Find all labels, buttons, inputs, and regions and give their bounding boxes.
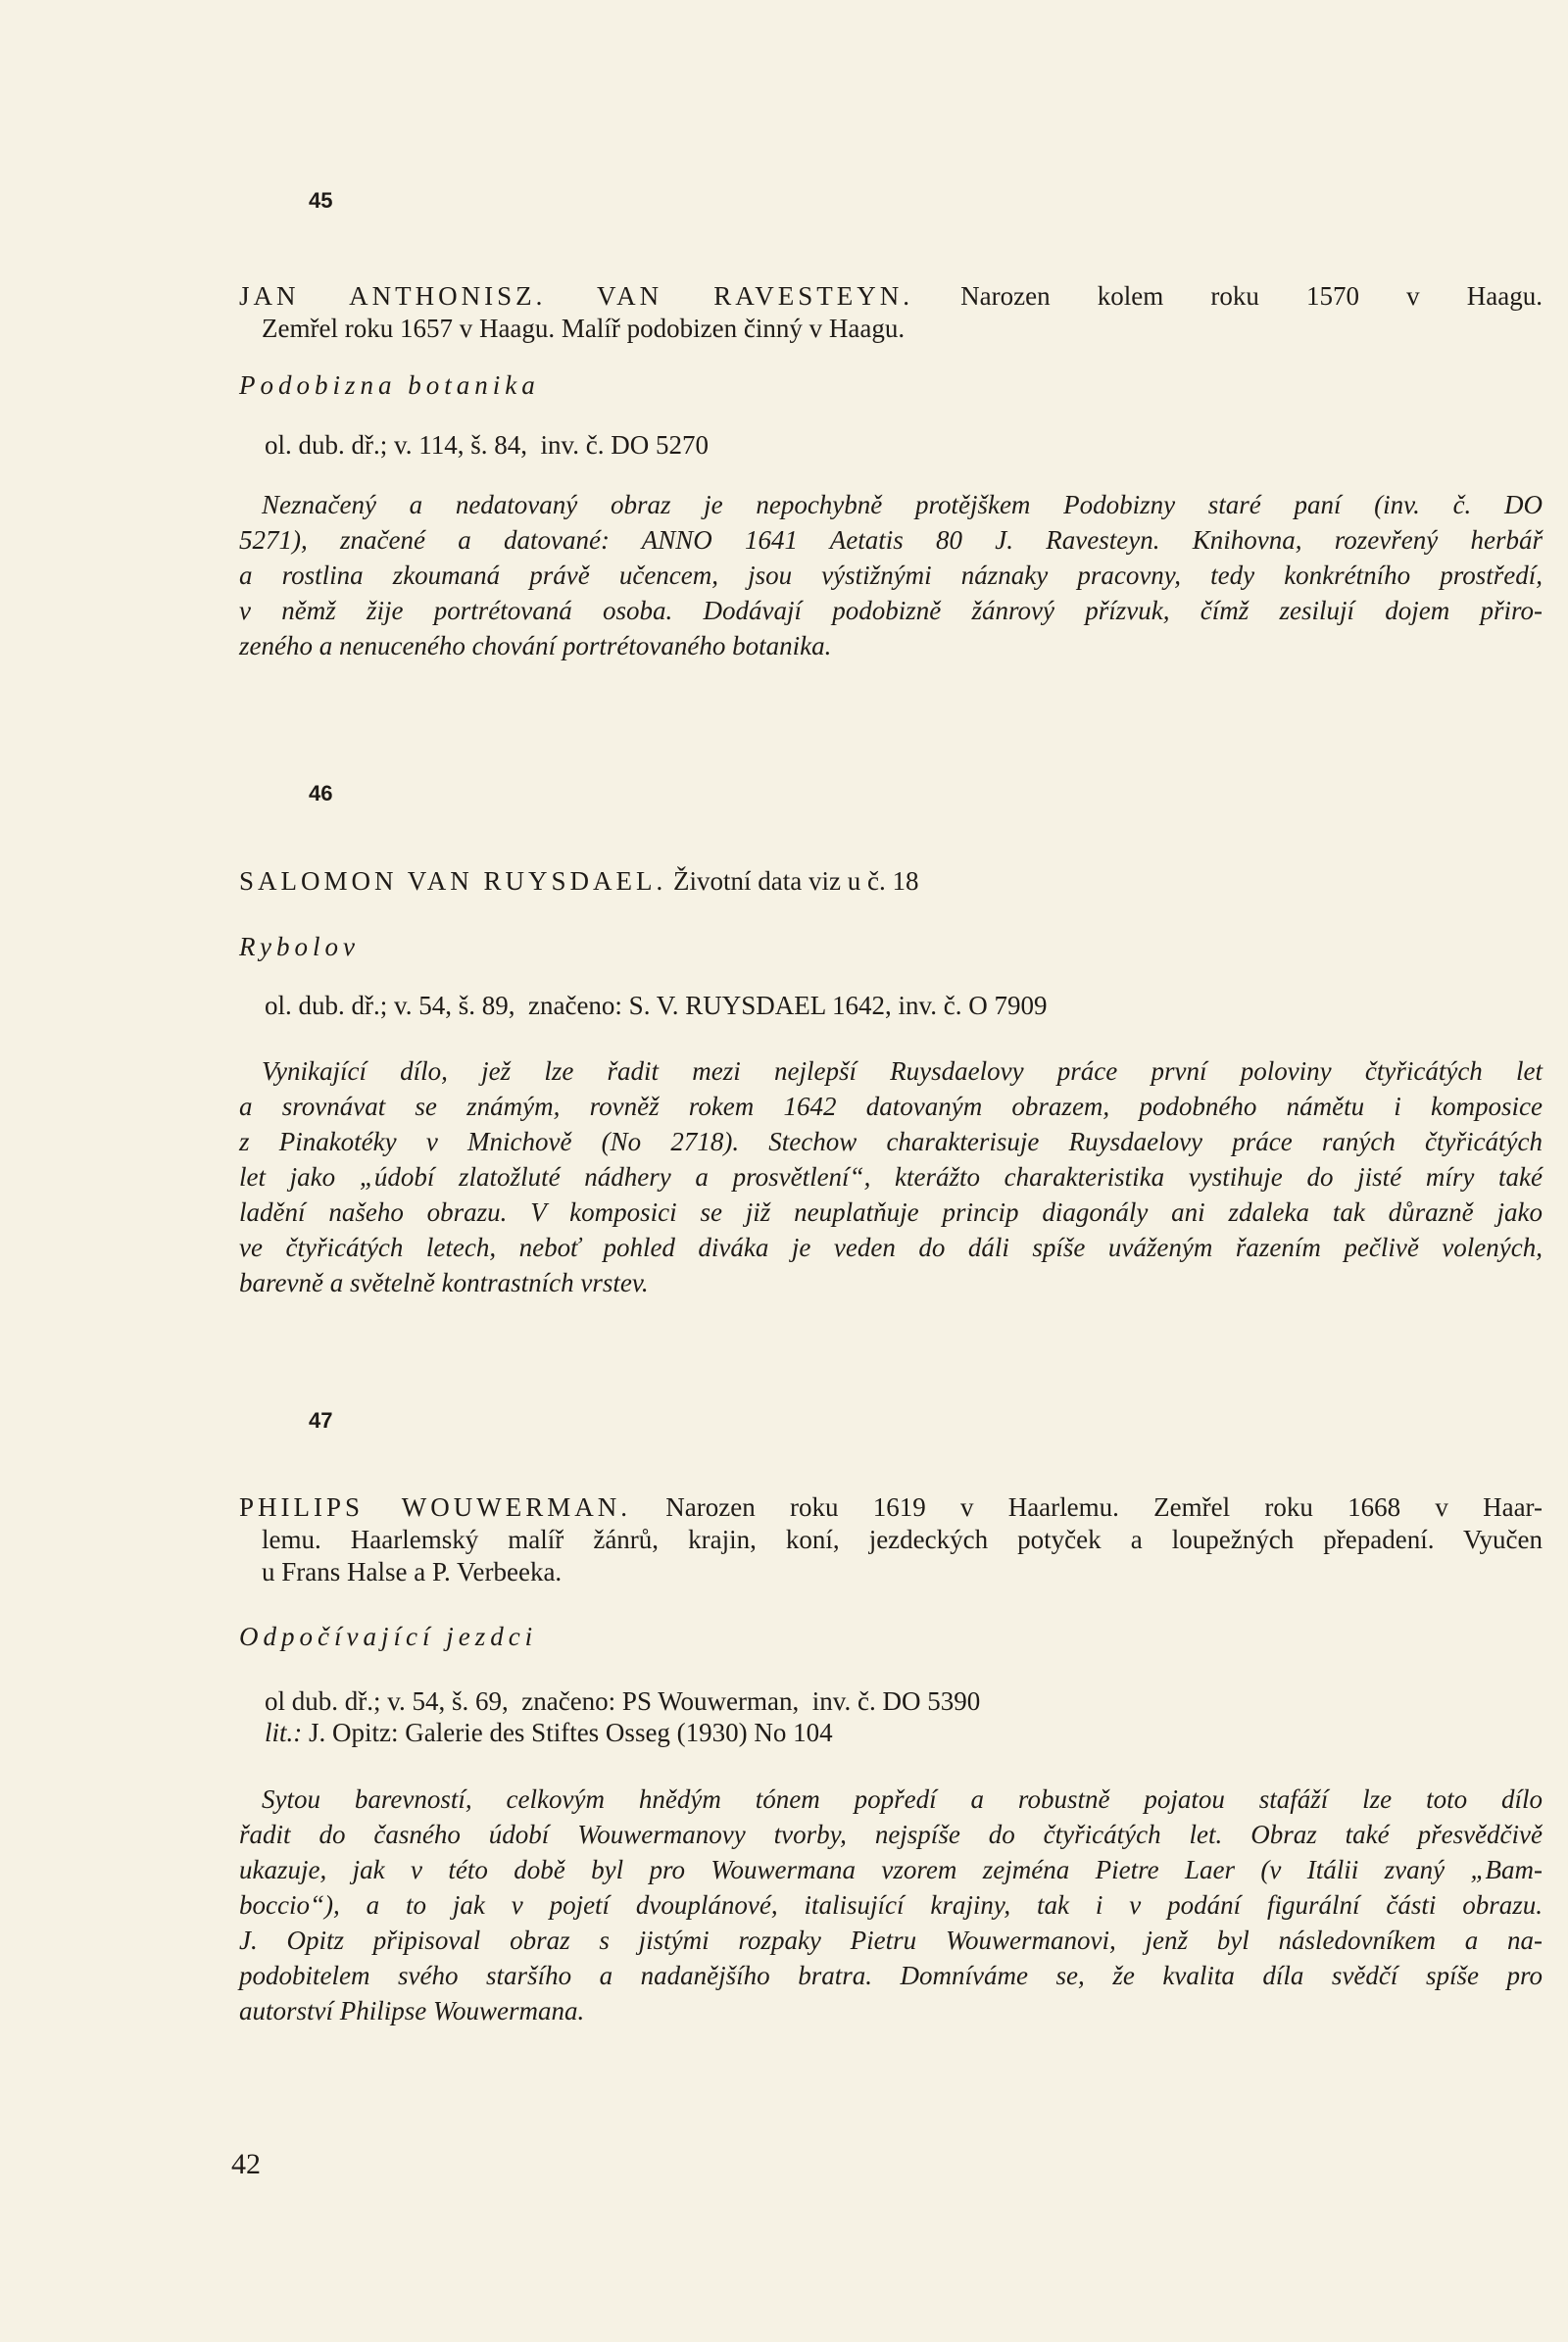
description-line: a rostlina zkoumaná právě učencem, jsou výstižnými náznaky pracovny, tedy konkrétního prostředí, — [239, 561, 1543, 590]
artwork-details: ol dub. dř.; v. 54, š. 69, značeno: PS Wouwerman, inv. č. DO 5390 — [265, 1686, 981, 1716]
literature-text: J. Opitz: Galerie des Stiftes Osseg (1930) No 104 — [309, 1718, 833, 1747]
artwork-details: ol. dub. dř.; v. 54, š. 89, značeno: S. V. RUYSDAEL 1642, inv. č. O 7909 — [265, 991, 1048, 1020]
artist-name: PHILIPS WOUWERMAN. — [239, 1492, 632, 1522]
description-line: řadit do časného údobí Wouwermanovy tvorby, nejspíše do čtyřicátých let. Obraz také přesvědčivě — [239, 1820, 1543, 1849]
artist-biography: Narozen kolem roku 1570 v Haagu. — [960, 281, 1544, 311]
description-line: a srovnávat se známým, rovněž rokem 1642 datovaným obrazem, podobného námětu i komposice — [239, 1092, 1543, 1121]
description-line: autorství Philipse Wouwermana. — [239, 1996, 585, 2025]
description-line: z Pinakotéky v Mnichově (No 2718). Stechow charakterisuje Ruysdaelovy práce raných čtyřicátých — [239, 1127, 1543, 1156]
artist-biography-line: u Frans Halse a P. Verbeeka. — [262, 1557, 563, 1586]
artist-name: JAN ANTHONISZ. VAN RAVESTEYN. — [239, 281, 913, 311]
entry-number: 47 — [309, 1408, 333, 1433]
description-line: zeného a nenuceného chování portrétovaného botanika. — [239, 631, 832, 660]
artwork-details: ol. dub. dř.; v. 114, š. 84, inv. č. DO 5270 — [265, 430, 709, 460]
page-number: 42 — [231, 2148, 261, 2180]
artwork-literature — [265, 1715, 1568, 1750]
artist-heading — [239, 278, 1543, 314]
description-line: barevně a světelně kontrastních vrstev. — [239, 1268, 649, 1297]
artist-biography: Narozen roku 1619 v Haarlemu. Zemřel roku 1668 v Haar- — [665, 1492, 1543, 1522]
description-line: Vynikající dílo, jež lze řadit mezi nejlepší Ruysdaelovy práce první poloviny čtyřicátých let — [262, 1056, 1543, 1086]
description-line: Neznačený a nedatovaný obraz je nepochybně protějškem Podobizny staré paní (inv. č. DO — [262, 490, 1543, 519]
artwork-title: Rybolov — [239, 932, 360, 961]
description-line: 5271), značené a datované: ANNO 1641 Aetatis 80 J. Ravesteyn. Knihovna, rozevřený herbář — [239, 525, 1543, 555]
description-line: ve čtyřicátých letech, neboť pohled diváka je veden do dáli spíše uváženým řazením pečlivě volených, — [239, 1233, 1543, 1262]
artwork-title: Podobizna botanika — [239, 370, 540, 400]
description-line: podobitelem svého staršího a nadanějšího bratra. Domníváme se, že kvalita díla svědčí spíše pro — [239, 1961, 1543, 1990]
description-line: let jako „údobí zlatožluté nádhery a prosvětlení“, kterážto charakteristika vystihuje do jisté míry také — [239, 1162, 1543, 1192]
description-line: Sytou barevností, celkovým hnědým tónem popředí a robustně pojatou stafáží lze toto dílo — [262, 1784, 1543, 1814]
description-line: ladění našeho obrazu. V komposici se již neuplatňuje princip diagonály ani zdaleka tak důrazně jako — [239, 1197, 1543, 1227]
artist-biography: Životní data viz u č. 18 — [673, 866, 919, 896]
description-line: boccio“), a to jak v pojetí dvouplánové, italisující krajiny, tak i v podání figurální části obrazu. — [239, 1890, 1543, 1920]
literature-label: lit.: — [265, 1718, 303, 1747]
artist-biography-line: lemu. Haarlemský malíř žánrů, krajin, koní, jezdeckých potyček a loupežných přepadení. Vyučen — [262, 1525, 1543, 1554]
description-line: v němž žije portrétovaná osoba. Dodávají podobizně žánrový přízvuk, čímž zesilují dojem přiro- — [239, 596, 1543, 625]
artist-heading — [239, 1489, 1543, 1525]
description-line: ukazuje, jak v této době byl pro Wouwermana vzorem zejména Pietre Laer (v Itálii zvaný „Bam- — [239, 1855, 1543, 1884]
entry-number: 46 — [309, 781, 333, 805]
artist-biography-line: Zemřel roku 1657 v Haagu. Malíř podobizen činný v Haagu. — [262, 314, 906, 343]
artwork-title: Odpočívající jezdci — [239, 1622, 538, 1651]
artist-heading — [239, 863, 1543, 899]
entry-number: 45 — [309, 188, 333, 213]
description-line: J. Opitz připisoval obraz s jistými rozpaky Pietru Wouwermanovi, jenž byl následovníkem a na- — [239, 1926, 1543, 1955]
artist-name: SALOMON VAN RUYSDAEL. — [239, 866, 667, 896]
